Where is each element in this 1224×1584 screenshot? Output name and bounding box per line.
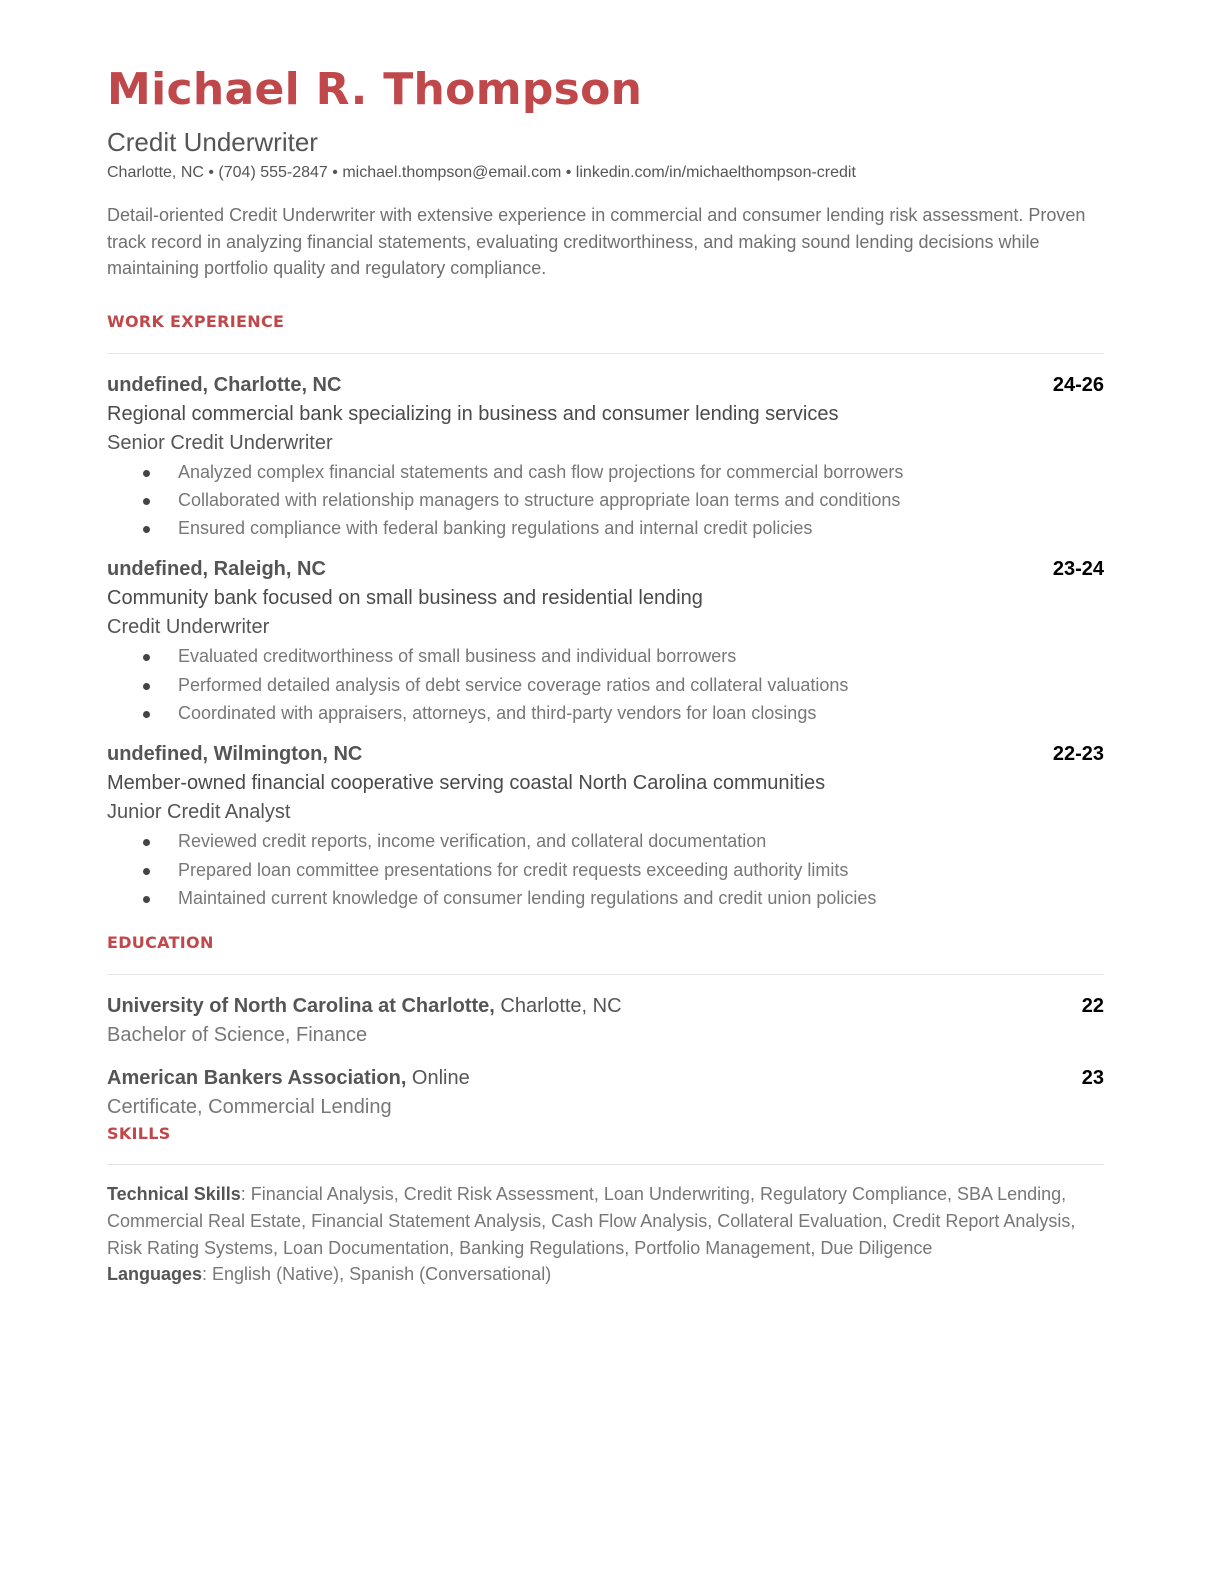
- education-year: 22: [1081, 995, 1104, 1018]
- education-school: University of North Carolina at Charlotte,: [107, 995, 495, 1018]
- job-company-description: Member-owned financial cooperative serving coastal North Carolina communities: [107, 772, 826, 795]
- technical-skills: [107, 1181, 1104, 1261]
- job-entry: [107, 371, 1104, 543]
- job-header-row: [107, 371, 1104, 400]
- technical-skills-label: Technical Skills: [107, 1184, 241, 1205]
- education-degree: Certificate, Commercial Lending: [107, 1096, 392, 1119]
- job-header-row: [107, 555, 1104, 584]
- job-company-description: Regional commercial bank specializing in business and consumer lending services: [107, 402, 839, 425]
- section-divider: [107, 974, 1104, 975]
- education-degree: Bachelor of Science, Finance: [107, 1024, 368, 1047]
- job-entry: [107, 740, 1104, 912]
- job-company: undefined, Charlotte, NC: [107, 373, 342, 396]
- job-bullet: Coordinated with appraisers, attorneys, and third-party vendors for loan closings: [107, 699, 1104, 727]
- job-bullet: Maintained current knowledge of consumer lending regulations and credit union policies: [107, 884, 1104, 912]
- section-title-education: EDUCATION: [107, 933, 214, 953]
- candidate-name: Michael R. Thompson: [107, 64, 643, 115]
- job-role: Junior Credit Analyst: [107, 801, 291, 824]
- job-company: undefined, Raleigh, NC: [107, 558, 326, 581]
- resume-content: [107, 62, 1104, 1288]
- section-title-skills: SKILLS: [107, 1124, 171, 1144]
- education-location: Charlotte, NC: [494, 995, 622, 1018]
- job-bullet: Ensured compliance with federal banking regulations and internal credit policies: [107, 514, 1104, 542]
- education-header-row: [107, 992, 1104, 1021]
- professional-summary: Detail-oriented Credit Underwriter with extensive experience in commercial and consumer lending risk assessment. Proven track record in analyzing financial statements, evaluating creditworthiness, and making sound lending decisions while maintaining portfolio quality and regulatory compliance.: [107, 205, 1086, 278]
- job-dates: 24-26: [1052, 373, 1104, 396]
- job-role: Senior Credit Underwriter: [107, 431, 333, 454]
- technical-skills-value: : Financial Analysis, Credit Risk Assessment, Loan Underwriting, Regulatory Compliance, SBA Lending, Commercial Real Estate, Financial Statement Analysis, Cash Flow Analysis, Collateral Evaluation, Credit Report Analysis, Risk Rating Systems, Loan Documentation, Banking Regulations, Portfolio Management, Due Diligence: [107, 1184, 1076, 1258]
- languages-label: Languages: [107, 1264, 203, 1285]
- job-dates: 22-23: [1052, 743, 1104, 766]
- job-bullets: [107, 458, 1104, 543]
- job-bullet: Evaluated creditworthiness of small business and individual borrowers: [107, 642, 1104, 670]
- languages-value: : English (Native), Spanish (Conversational): [202, 1264, 552, 1285]
- education-school-line: [107, 1064, 470, 1093]
- job-header-row: [107, 740, 1104, 769]
- education-school-line: [107, 992, 622, 1021]
- education-header-row: [107, 1064, 1104, 1093]
- job-entry: [107, 555, 1104, 727]
- job-bullet: Analyzed complex financial statements and cash flow projections for commercial borrowers: [107, 458, 1104, 486]
- section-divider: [107, 1164, 1104, 1165]
- job-bullets: [107, 827, 1104, 912]
- education-entry: [107, 992, 1104, 1050]
- job-company: undefined, Wilmington, NC: [107, 743, 363, 766]
- education-entry: [107, 1064, 1104, 1122]
- education-school: American Bankers Association,: [107, 1067, 407, 1090]
- job-bullet: Collaborated with relationship managers to structure appropriate loan terms and conditions: [107, 486, 1104, 514]
- education-year: 23: [1081, 1067, 1104, 1090]
- job-role: Credit Underwriter: [107, 616, 270, 639]
- job-bullets: [107, 642, 1104, 727]
- job-bullet: Prepared loan committee presentations for credit requests exceeding authority limits: [107, 856, 1104, 884]
- section-title-work: WORK EXPERIENCE: [107, 311, 285, 331]
- contact-line: Charlotte, NC • (704) 555-2847 • michael.thompson@email.com • linkedin.com/in/michaelthompson-credit: [107, 164, 856, 181]
- job-bullet: Performed detailed analysis of debt service coverage ratios and collateral valuations: [107, 671, 1104, 699]
- job-dates: 23-24: [1052, 558, 1104, 581]
- section-divider: [107, 353, 1104, 354]
- education-location: Online: [406, 1067, 470, 1090]
- job-bullet: Reviewed credit reports, income verification, and collateral documentation: [107, 827, 1104, 855]
- languages: [107, 1261, 1104, 1288]
- candidate-headline: Credit Underwriter: [107, 127, 318, 157]
- job-company-description: Community bank focused on small business and residential lending: [107, 587, 703, 610]
